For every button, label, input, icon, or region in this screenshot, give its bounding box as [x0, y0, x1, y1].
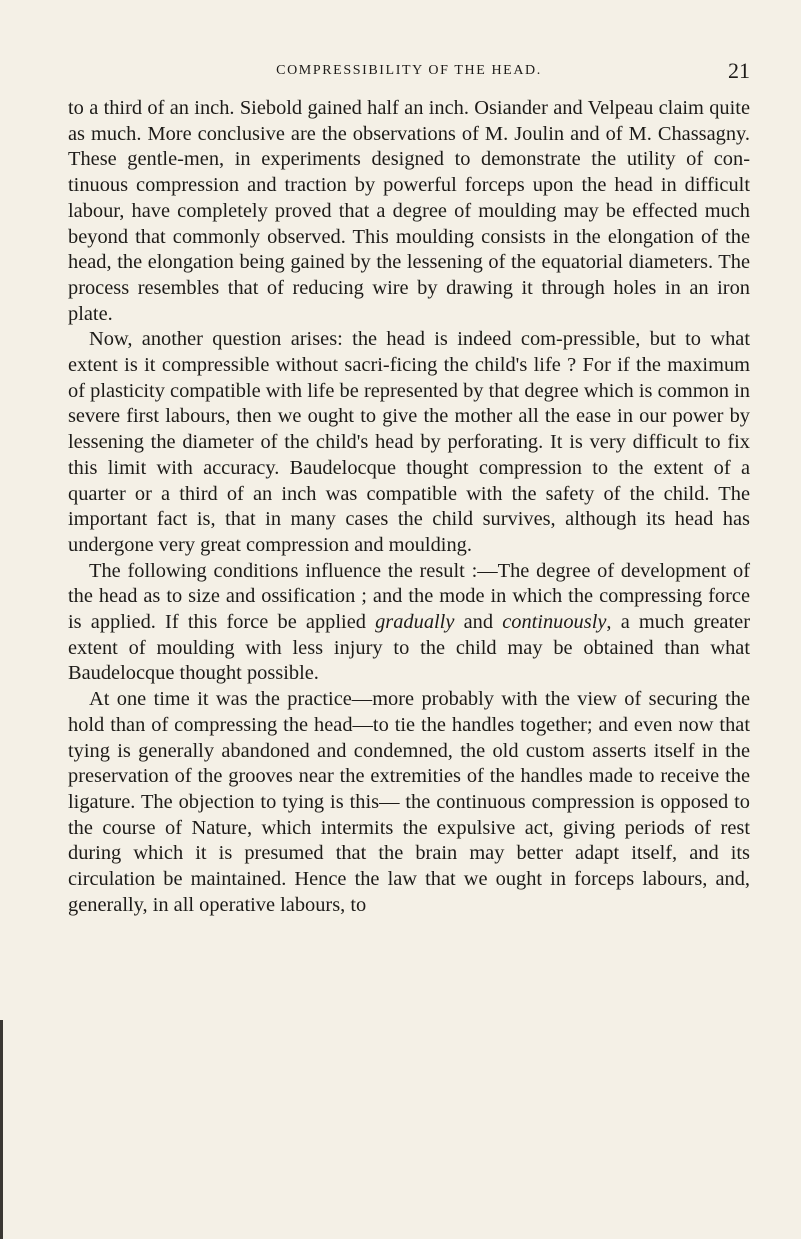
paragraph-1: to a third of an inch. Siebold gained half an inch. Osiander and Velpeau claim quite as much. More conclusive are the observations of M. Joulin and of M. Chassagny. These gentle-men, in experiments designed to demonstrate the utility of con-tinuous compression and traction by powerful forceps upon the head in difficult labour, have completely proved that a degree of moulding may be effected much beyond that commonly observed. This moulding consists in the elongation of the head, the elongation being gained by the lessening of the equatorial diameters. The process resembles that of reducing wire by drawing it through holes in an iron plate. [68, 97, 750, 325]
paragraph-3-text-end: , a much greater extent of moulding with less injury to the child may be obtained than what Baudelocque thought possible. [68, 611, 750, 685]
paragraph-3 [68, 559, 750, 688]
page-number: 21 [728, 58, 750, 83]
continuously-emphasis: continuously [502, 611, 607, 634]
paragraph-2: Now, another question arises: the head is indeed com-pressible, but to what extent is it compressible without sacri-ficing the child's life ? For if the maximum of plasticity compatible with life be represented by that degree which is common in severe first labours, then we ought to give the mother all the ease in our power by lessening the diameter of the child's head by perforating. It is very difficult to fix this limit with accuracy. Baudelocque thought compression to the extent of a quarter or a third of an inch was compatible with the safety of the child. The important fact is, that in many cases the child survives, although its head has undergone very great compression and moulding. [68, 328, 750, 556]
paragraph-3-and: and [454, 611, 503, 634]
gradually-emphasis: gradually [375, 611, 455, 634]
body-text [68, 96, 750, 919]
paragraph-3-text-start: The following conditions influence the result :—The degree of development of the head as to size and ossification ; and the mode in which the compressing force is applied. If this force be applied [68, 559, 750, 634]
running-head: COMPRESSIBILITY OF THE HEAD. [276, 63, 542, 78]
paragraph-4: At one time it was the practice—more probably with the view of securing the hold than of compressing the head—to tie the handles together; and even now that tying is generally abandoned and condemned, the old custom asserts itself in the preservation of the grooves near the extremities of the handles made to receive the ligature. The objection to tying is this— the continuous compression is opposed to the course of Nature, which intermits the expulsive act, giving periods of rest during which it is presumed that the brain may better adapt itself, and its circulation be maintained. Hence the law that we ought in forceps labours, and, generally, in all operative labours, to [68, 688, 750, 916]
page-edge-shadow [0, 1020, 3, 1239]
page-header [68, 58, 750, 84]
